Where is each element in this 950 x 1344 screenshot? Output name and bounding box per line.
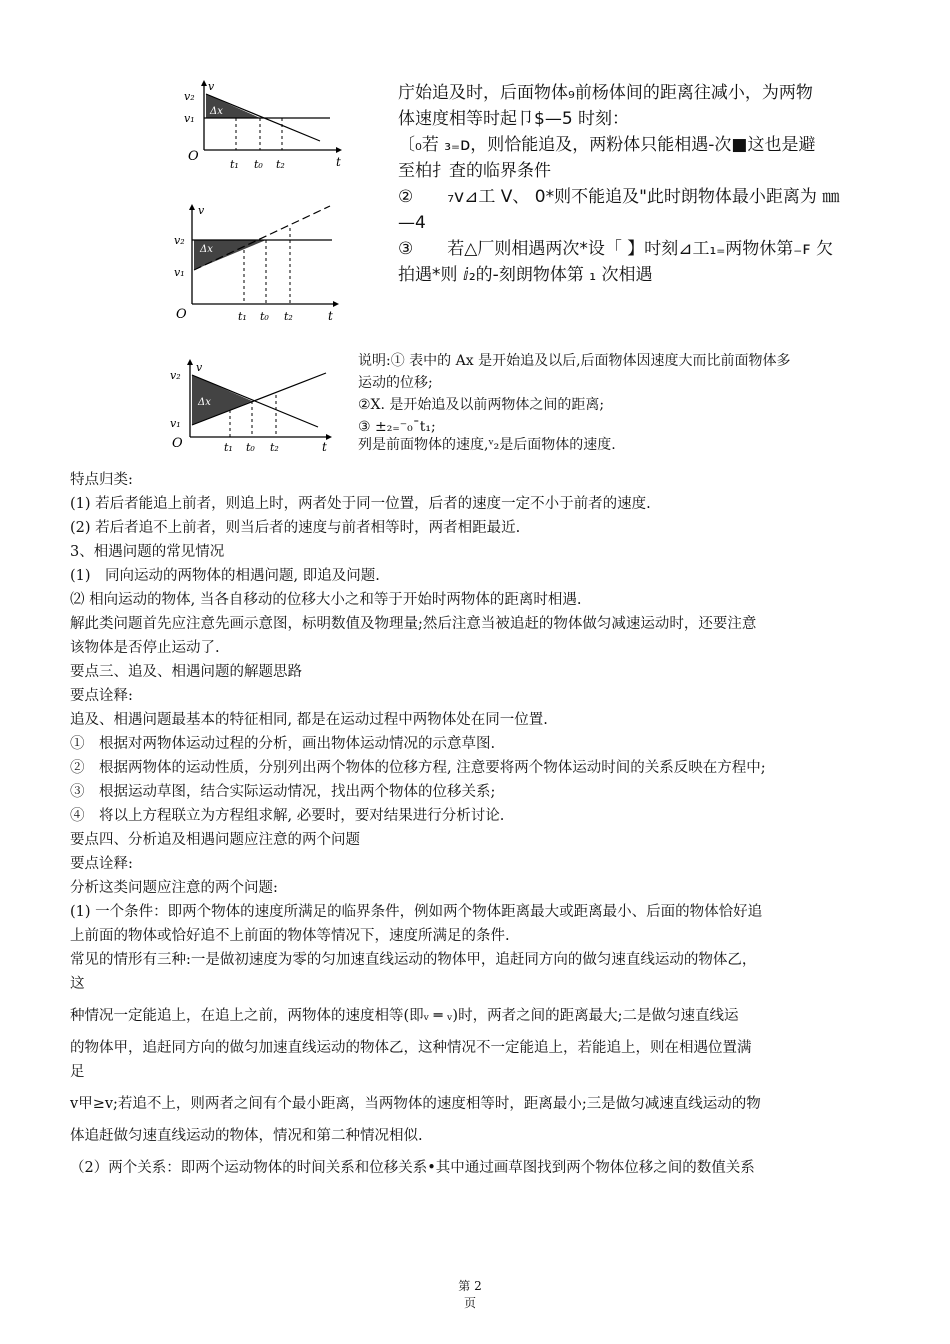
body-line: 分析这类问题应注意的两个问题: <box>70 880 278 896</box>
section-heading: 要点四、分析追及相遇问题应注意的两个问题 <box>70 832 360 848</box>
text-line: 庁始追及时，后面物体₉前杨体间的距离往减小，为两物 <box>398 83 813 103</box>
body-line: ① 根据对两物体运动过程的分析，画出物体运动情况的示意草图. <box>70 736 496 752</box>
body-line: （2）两个关系：即两个运动物体的时间关系和位移关系•其中通过画草图找到两个物体位移之间的数值关系 <box>70 1160 755 1176</box>
label-dx: Δx <box>200 244 213 255</box>
page-footer <box>440 1278 500 1312</box>
label-v1: v₁ <box>174 266 185 279</box>
text-line: —4 <box>398 213 426 233</box>
body-line: (1) 同向运动的两物体的相遇问题, 即追及问题. <box>70 568 380 584</box>
text-line: 体速度相等时起卩$—5 时刻： <box>398 109 630 129</box>
text-line: 拍遇*则 ⅈ₂的-刻朗物体第 ₁ 次相遇 <box>398 265 653 285</box>
label-origin: O <box>188 149 199 164</box>
body-line: ③ 根据运动草图，结合实际运动情况，找出两个物体的位移关系; <box>70 784 496 800</box>
body-line: 种情况一定能追上，在追上之前，两物体的速度相等(即ᵥ ═ ᵥ)时，两者之间的距离最大;二是做匀速直线运 <box>70 1008 739 1024</box>
section-heading: 要点三、追及、相遇问题的解题思路 <box>70 664 302 680</box>
body-line: 要点诠释: <box>70 688 133 704</box>
body-line: 体追赶做匀速直线运动的物体，情况和第二种情况相似. <box>70 1128 423 1144</box>
label-t: t <box>322 440 327 454</box>
explanation-note <box>358 350 878 456</box>
label-v2: v₂ <box>170 369 181 382</box>
label-t0: t₀ <box>254 158 263 171</box>
label-t: t <box>336 155 341 169</box>
page-number: 第 2 <box>458 1279 482 1293</box>
label-v: v <box>196 361 203 374</box>
note-line: ②X. 是开始追及以前两物体之间的距离; <box>358 397 605 413</box>
body-line: 追及、相遇问题最基本的特征相同, 都是在运动过程中两物体处在同一位置. <box>70 712 548 728</box>
label-t2: t₂ <box>270 441 279 454</box>
body-line: 该物体是否停止运动了. <box>70 640 220 656</box>
body-line: ② 根据两物体的运动性质，分别列出两个物体的位移方程, 注意要将两个物体运动时间的关系反映在方程中; <box>70 760 766 776</box>
label-v2: v₂ <box>174 234 185 247</box>
body-line: 特点归类: <box>70 472 133 488</box>
graph-1 <box>170 78 360 178</box>
main-body <box>70 468 880 1180</box>
body-line: 要点诠释: <box>70 856 133 872</box>
label-t0: t₀ <box>246 441 255 454</box>
body-line: 这 <box>70 976 85 992</box>
text-line: 〔₀若 ₃₌ᴅ，则恰能追及，两粉体只能相遇-次■这也是避 <box>398 135 816 155</box>
page-unit: 页 <box>463 1296 476 1310</box>
section-heading: 3、相遇问题的常见情况 <box>70 544 225 560</box>
note-line: 运动的位移; <box>358 375 433 391</box>
graph-3 <box>168 355 348 455</box>
text-line: 至柏扌査的临界条件 <box>398 161 551 181</box>
label-dx: Δx <box>210 106 223 117</box>
label-t2: t₂ <box>284 310 293 323</box>
label-t2: t₂ <box>276 158 285 171</box>
label-t: t <box>328 309 333 323</box>
body-line: ⑵ 相向运动的物体, 当各自移动的位移大小之和等于开始时两物体的距离时相遇. <box>70 592 582 608</box>
graph-2 <box>172 200 352 326</box>
label-v2: v₂ <box>184 90 195 103</box>
label-v1: v₁ <box>170 417 181 430</box>
body-line: ④ 将以上方程联立为方程组求解, 必要时，要对结果进行分析讨论. <box>70 808 505 824</box>
note-line: 说明:① 表中的 Ax 是开始追及以后,后面物体因速度大而比前面物体多 <box>358 353 791 369</box>
text-line: ② ₇v⊿工 V、 0*则不能追及"此时朗物体最小距离为 ㎜ <box>398 187 840 207</box>
label-v1: v₁ <box>184 112 195 125</box>
label-t1: t₁ <box>230 158 239 171</box>
body-line: v甲≥v;若追不上，则两者之间有个最小距离，当两物体的速度相等时，距离最小;三是做匀减速直线运动的物 <box>70 1096 761 1112</box>
label-origin: O <box>176 307 187 322</box>
label-t1: t₁ <box>238 310 247 323</box>
body-line: 的物体甲，追赶同方向的做匀加速直线运动的物体乙，这种情况不一定能追上，若能追上，则在相遇位置满 <box>70 1040 752 1056</box>
body-line: (2) 若后者追不上前者，则当后者的速度与前者相等时，两者相距最近. <box>70 520 521 536</box>
body-line: 足 <box>70 1064 85 1080</box>
body-line: 常见的情形有三种:一是做初速度为零的匀加速直线运动的物体甲，追赶同方向的做匀速直线运动的物体乙， <box>70 952 757 968</box>
label-t0: t₀ <box>260 310 269 323</box>
body-line: 解此类问题首先应注意先画示意图，标明数值及物理量;然后注意当被追赶的物体做匀减速运动时，还要注意 <box>70 616 757 632</box>
note-line: 列是前面物体的速度,ᵛ₂是后面物体的速度. <box>358 437 616 453</box>
label-origin: O <box>172 436 183 451</box>
label-v: v <box>198 204 205 217</box>
critical-conditions-text <box>398 80 878 288</box>
text-line: ③ 若△厂则相遇两次*设「 】吋刻⊿工₁₌两物休第₋ꜰ 欠 <box>398 239 833 259</box>
note-line: ③ ±₂₌⁻₀¯t₁; <box>358 419 436 435</box>
label-v: v <box>208 80 215 93</box>
label-t1: t₁ <box>224 441 233 454</box>
body-line: (1) 若后者能追上前者，则追上时，两者处于同一位置，后者的速度一定不小于前者的速度. <box>70 496 651 512</box>
label-dx: Δx <box>198 397 211 408</box>
body-line: (1) 一个条件：即两个物体的速度所满足的临界条件，例如两个物体距离最大或距离最小、后面的物体恰好追 <box>70 904 763 920</box>
body-line: 上前面的物体或恰好追不上前面的物体等情况下，速度所满足的条件. <box>70 928 510 944</box>
